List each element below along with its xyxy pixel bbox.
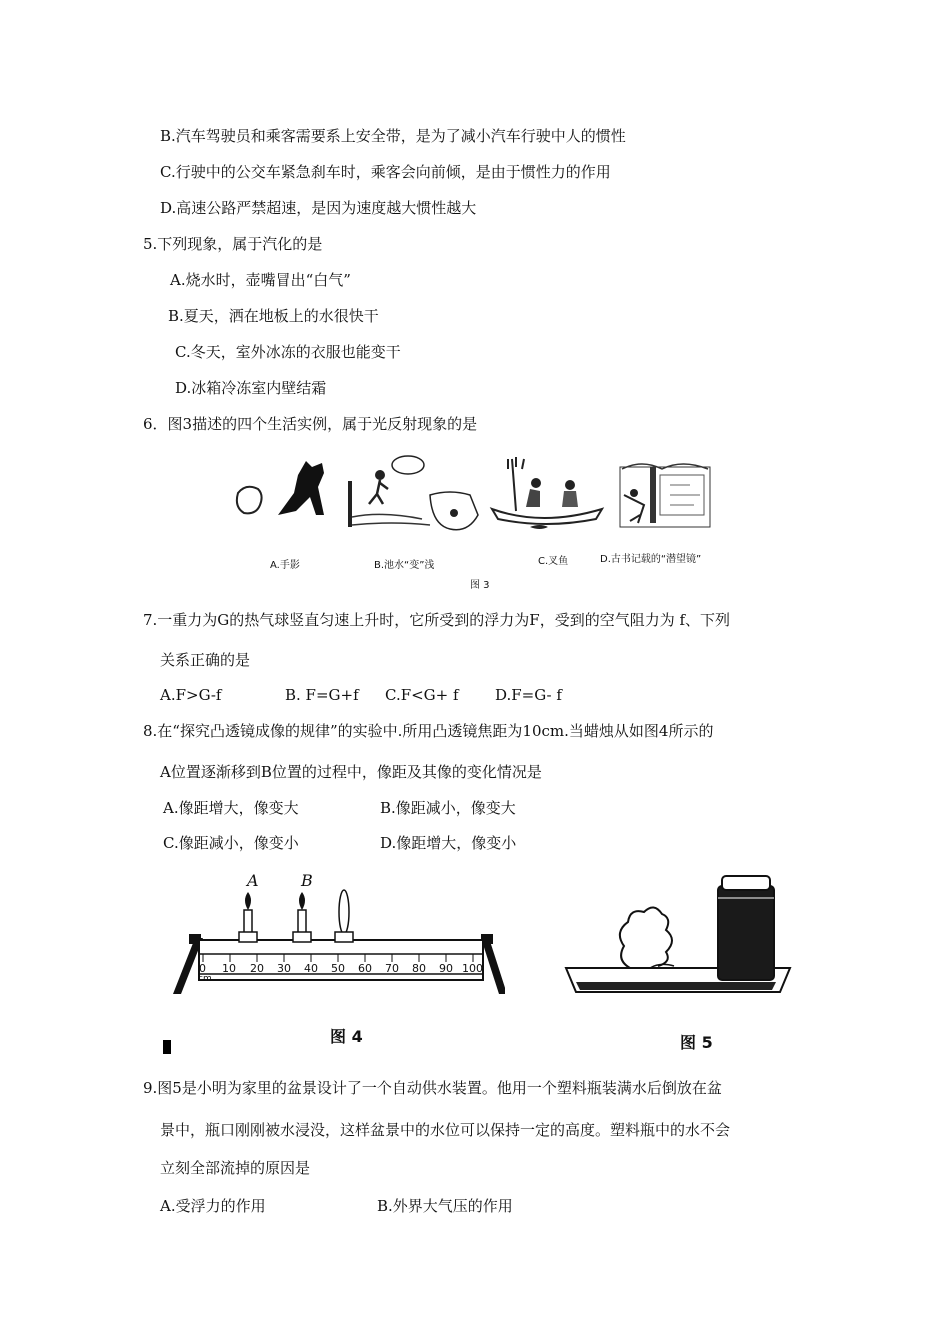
q8-option-b: B.像距减小，像变大 bbox=[380, 799, 516, 817]
q9-option-b: B.外界大气压的作用 bbox=[377, 1197, 513, 1215]
q8-option-c: C.像距减小，像变小 bbox=[163, 834, 299, 852]
candle-b bbox=[293, 892, 311, 942]
q4-option-d: D.高速公路严禁超速，是因为速度越大惯性越大 bbox=[160, 199, 477, 217]
ruler-tick-70: 70 bbox=[385, 962, 399, 975]
q7-option-c: C.F<G+ f bbox=[385, 686, 459, 704]
q7-stem-line-2: 关系正确的是 bbox=[160, 651, 251, 669]
periscope-image bbox=[620, 464, 710, 527]
candle-b-label: B bbox=[301, 871, 313, 890]
q5-option-b: B.夏天，洒在地板上的水很快干 bbox=[168, 307, 379, 325]
ruler-tick-80: 80 bbox=[412, 962, 426, 975]
q7-stem-line-1: 7.一重力为G的热气球竖直匀速上升时，它所受到的浮力为F，受到的空气阻力为 f、下列 bbox=[143, 611, 731, 629]
q8-option-a: A.像距增大，像变大 bbox=[163, 799, 299, 817]
figure-3-label: 图 3 bbox=[470, 580, 490, 591]
q9-stem-line-2: 景中，瓶口刚刚被水浸没，这样盆景中的水位可以保持一定的高度。塑料瓶中的水不会 bbox=[160, 1121, 731, 1139]
figure-4-label: 图 4 bbox=[330, 1027, 363, 1046]
q4-option-b: B.汽车驾驶员和乘客需要系上安全带，是为了减小汽车行驶中人的惯性 bbox=[160, 127, 626, 145]
spear-fishing-image bbox=[492, 457, 602, 529]
figure-3-caption-c: C.叉鱼 bbox=[538, 556, 569, 567]
q7-option-a: A.F>G-f bbox=[160, 686, 222, 704]
q6-stem: 6．图3描述的四个生活实例，属于光反射现象的是 bbox=[143, 415, 478, 433]
ruler-tick-30: 30 bbox=[277, 962, 291, 975]
ruler-tick-0: 0 bbox=[199, 962, 206, 975]
q5-option-a: A.烧水时，壶嘴冒出“白气” bbox=[170, 271, 351, 289]
hand-shadow-image bbox=[237, 461, 324, 515]
q8-stem-line-1: 8.在“探究凸透镜成像的规律”的实验中.所用凸透镜焦距为10cm.当蜡烛从如图4所示的 bbox=[143, 722, 714, 740]
figure-3-illustrations bbox=[230, 455, 720, 535]
q9-stem-line-3: 立刻全部流掉的原因是 bbox=[160, 1159, 311, 1177]
q8-option-d: D.像距增大，像变小 bbox=[380, 834, 517, 852]
print-marker bbox=[163, 1040, 171, 1054]
q8-stem-line-2: A位置逐渐移到B位置的过程中，像距及其像的变化情况是 bbox=[160, 763, 542, 781]
q4-option-c: C.行驶中的公交车紧急刹车时，乘客会向前倾，是由于惯性力的作用 bbox=[160, 163, 611, 181]
q7-option-d: D.F=G- f bbox=[495, 686, 562, 704]
figure-5-bottle-waterer bbox=[560, 872, 800, 1002]
q5-stem: 5.下列现象，属于汽化的是 bbox=[143, 235, 323, 253]
figure-4-optical-bench bbox=[165, 870, 505, 1000]
ruler-tick-10: 10 bbox=[222, 962, 236, 975]
convex-lens bbox=[335, 890, 353, 942]
q5-option-d: D.冰箱冷冻室内壁结霜 bbox=[175, 379, 327, 397]
figure-5-label: 图 5 bbox=[680, 1033, 713, 1052]
ruler-tick-100: 100 bbox=[462, 962, 483, 975]
q9-stem-line-1: 9.图5是小明为家里的盆景设计了一个自动供水装置。他用一个塑料瓶装满水后倒放在盆 bbox=[143, 1079, 722, 1097]
candle-a-label: A bbox=[247, 871, 259, 890]
ruler-unit: cm bbox=[198, 974, 212, 984]
figure-3-caption-a: A.手影 bbox=[270, 560, 300, 571]
ruler-tick-90: 90 bbox=[439, 962, 453, 975]
figure-3-caption-d: D.古书记载的“潜望镜” bbox=[600, 554, 702, 565]
q5-option-c: C.冬天，室外冰冻的衣服也能变干 bbox=[175, 343, 401, 361]
ruler-tick-60: 60 bbox=[358, 962, 372, 975]
ruler-tick-50: 50 bbox=[331, 962, 345, 975]
q7-option-b: B. F=G+f bbox=[285, 686, 359, 704]
ruler-tick-40: 40 bbox=[304, 962, 318, 975]
q9-option-a: A.受浮力的作用 bbox=[160, 1197, 266, 1215]
figure-3-caption-b: B.池水“变”浅 bbox=[374, 560, 435, 571]
ruler-tick-20: 20 bbox=[250, 962, 264, 975]
candle-a bbox=[239, 892, 257, 942]
pool-water-image bbox=[348, 456, 478, 530]
